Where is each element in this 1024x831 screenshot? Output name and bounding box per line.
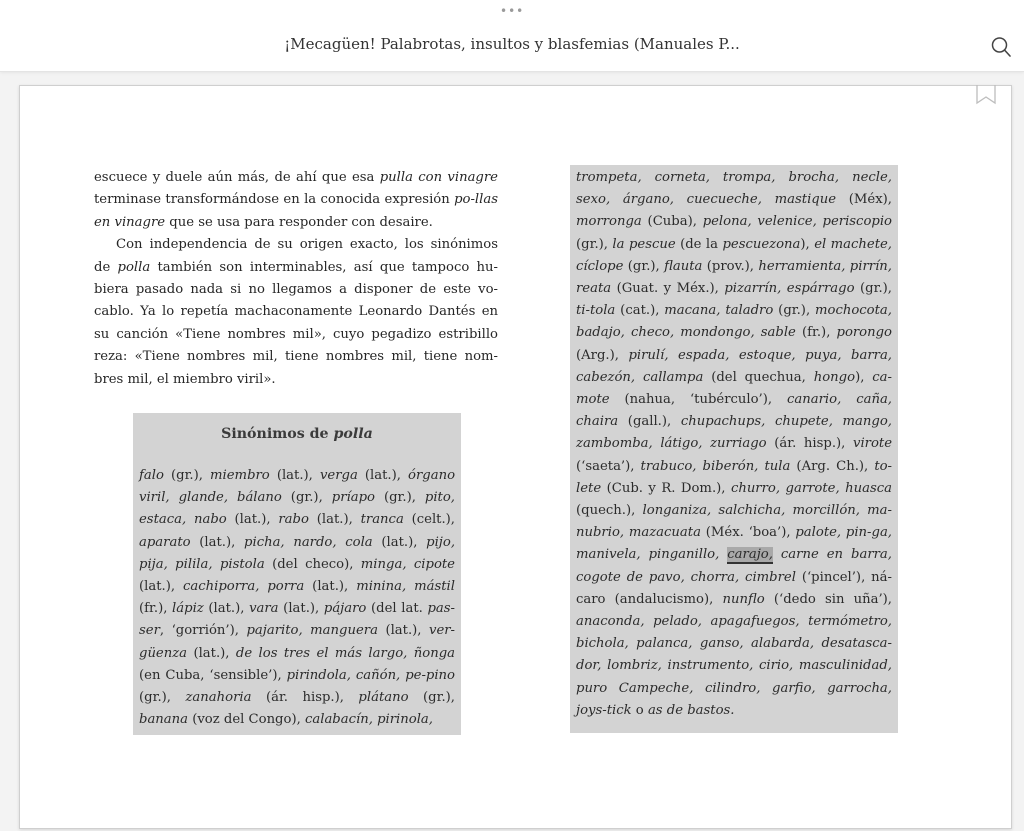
italic-term: hongo: [813, 369, 856, 385]
text-run: Con independencia de su origen exacto, los sinónimos de: [94, 237, 498, 275]
italic-term: po-llas en vinagre: [94, 192, 498, 230]
synonyms-sidebar-box: [133, 413, 461, 735]
italic-term: to-lete: [576, 458, 893, 496]
text-run: (gr.),: [854, 281, 892, 297]
italic-term: ti-tola: [576, 303, 616, 319]
italic-term: pájaro: [323, 601, 367, 617]
italic-term: minga, cipote: [360, 556, 455, 572]
synonyms-list-text: [133, 465, 461, 731]
italic-term: ver-güenza: [139, 623, 456, 661]
italic-term: trompeta, corneta, trompa, brocha, necle, sexo, árgano, cuecueche, mastique: [576, 170, 892, 208]
text-run: (quech.),: [576, 503, 643, 519]
italic-term: zanahoria: [185, 690, 252, 706]
search-icon[interactable]: [990, 36, 1012, 58]
text-run: (prov.),: [702, 258, 759, 274]
italic-term: nunflo: [722, 591, 765, 607]
text-run: (‘pincel’), ná-caro (andalucismo),: [576, 569, 892, 607]
text-run: (lat.),: [308, 512, 361, 528]
italic-term: de los tres el más largo, ñonga: [235, 645, 456, 661]
italic-term: banana: [139, 712, 189, 728]
text-run: (gr.),: [623, 258, 665, 274]
text-run: (nahua, ‘tubérculo’),: [609, 392, 788, 408]
text-run: (‘saeta’),: [576, 458, 641, 474]
italic-term: trabuco, biberón, tula: [640, 458, 791, 474]
text-run: (lat.),: [377, 623, 429, 639]
text-run: (de la: [675, 236, 723, 252]
reader-top-bar: [0, 0, 1024, 72]
italic-term: macana, taladro: [664, 303, 774, 319]
text-run: también son interminables, así que tampoco hu-biera pasado nada si no llegamos a disponer de este vo-cablo. Ya lo repetía machaconamente Leonardo Dantés en su canción «Tiene nombres mil», cuyo pegadizo estribillo reza: «Tiene nombres mil, tiene nombres mil, tiene nom-bres mil, el miembro viril».: [94, 259, 498, 387]
italic-term: picha, nardo, cola: [244, 534, 373, 550]
italic-term: vara: [249, 601, 279, 617]
text-run: (del lat.: [366, 601, 428, 617]
book-title: ¡Mecagüen! Palabrotas, insultos y blasfemias (Manuales P...: [284, 35, 740, 53]
body-text-column: [94, 167, 498, 391]
italic-term: morronga: [576, 214, 642, 230]
italic-term: pirulí, espada, estoque, puya, barra, cabezón, callampa: [576, 347, 892, 385]
text-run: (Cuba),: [641, 214, 703, 230]
italic-term: palote, pin-ga, manivela, pinganillo,: [576, 525, 893, 563]
text-run: ),: [800, 236, 815, 252]
synonyms-continued-box: [570, 165, 898, 733]
italic-term: la pescue: [612, 236, 676, 252]
italic-term: miembro: [210, 468, 270, 483]
text-run: (Arg. Ch.),: [790, 458, 875, 474]
italic-term: pescuezona: [722, 236, 801, 252]
italic-term: pas-ser: [139, 601, 455, 639]
text-run: (lat.),: [304, 579, 357, 595]
text-run: (‘dedo sin uña’),: [764, 591, 892, 607]
italic-term: tranca: [360, 512, 404, 528]
italic-term: polla: [117, 259, 151, 275]
text-run: , ‘gorrión’),: [159, 623, 247, 639]
text-run: (fr.),: [139, 601, 173, 617]
text-run: (Guat. y Méx.),: [611, 281, 725, 297]
text-run: (gr.),: [576, 236, 613, 252]
text-run: (del quechua,: [703, 369, 814, 385]
text-run: (lat.),: [357, 468, 409, 483]
text-run: (en Cuba, ‘sensible’),: [139, 667, 287, 683]
synonyms-box-title: [133, 423, 461, 445]
text-run: (Méx. ‘boa’),: [700, 525, 796, 541]
text-run: (celt.),: [403, 512, 455, 528]
text-run: escuece y duele aún más, de ahí que esa: [94, 170, 380, 185]
italic-term: aparato: [139, 534, 191, 550]
italic-term: pirindola, cañón, pe-pino: [286, 667, 455, 683]
text-run: (voz del Congo),: [188, 712, 305, 728]
text-run: (ár. hisp.),: [251, 690, 359, 706]
italic-term: chupachups, chupete, mango, zambomba, látigo, zurriago: [576, 414, 892, 452]
italic-term: calabacín, pirinola,: [304, 712, 433, 728]
paragraph: [94, 234, 498, 391]
text-run: (cat.),: [615, 303, 665, 319]
text-run: (fr.),: [795, 325, 837, 341]
italic-term: mochocota, badajo, checo, mondongo, sable: [576, 303, 892, 341]
text-run: (del checo),: [264, 556, 361, 572]
text-run: (gr.),: [139, 690, 186, 706]
italic-term: as de bastos.: [647, 702, 735, 718]
menu-dots-handle[interactable]: •••: [500, 4, 525, 18]
text-run: (lat.),: [226, 512, 279, 528]
italic-term: ca-mote: [576, 369, 893, 408]
text-run: (lat.),: [269, 468, 320, 483]
italic-term: plátano: [358, 690, 409, 706]
text-run: (lat.),: [372, 534, 427, 550]
text-run: (gr.),: [163, 468, 211, 483]
italic-term: cachiporra, porra: [183, 579, 305, 595]
italic-term: pijo, pija, pilila, pistola: [139, 534, 456, 572]
italic-term: carne en barra, cogote de pavo, chorra, cimbrel: [576, 547, 892, 585]
italic-term: pulla con vinagre: [379, 170, 498, 185]
text-run: (lat.),: [278, 601, 324, 617]
italic-term: porongo: [836, 325, 892, 341]
text-run: (Méx),: [836, 192, 892, 208]
text-run: que se usa para responder con desaire.: [165, 214, 433, 230]
italic-term: minina, mástil: [356, 579, 455, 595]
italic-term: pajarito, manguera: [246, 623, 378, 639]
text-run: (lat.),: [139, 579, 184, 595]
italic-term: longaniza, salchicha, morcillón, ma-nubrio, mazacuata: [576, 503, 893, 541]
text-run: (Arg.),: [576, 347, 629, 363]
text-run: (gr.),: [374, 490, 425, 506]
italic-term: herramienta, pirrín, reata: [576, 258, 892, 297]
italic-term: príapo: [331, 490, 375, 506]
italic-term: anaconda, pelado, apagafuegos, termómetro, bichola, palanca, ganso, alabarda, desatasca-dor, lombriz, instrumento, cirio, masculinidad, puro Campeche, cilindro, garfio, garrocha, joys-tick: [576, 614, 892, 718]
text-run: (Cub. y R. Dom.),: [601, 480, 731, 496]
text-run: (gall.),: [618, 414, 681, 430]
text-run: (lat.),: [187, 645, 236, 661]
text-run: (gr.),: [281, 490, 332, 506]
italic-term: el machete, cíclope: [576, 236, 892, 274]
text-run: (lat.),: [190, 534, 245, 550]
italic-term: pelona, velenice, periscopio: [702, 214, 892, 230]
text-run: terminase transformándose en la conocida expresión: [94, 192, 455, 208]
title-italic-word: polla: [333, 426, 373, 442]
text-run: ),: [855, 369, 873, 385]
italic-term: lápiz: [172, 601, 204, 617]
highlighted-word[interactable]: carajo,: [727, 547, 773, 563]
text-run: (lat.),: [203, 601, 250, 617]
bookmark-icon[interactable]: [975, 85, 997, 105]
italic-term: pito, estaca, nabo: [139, 490, 455, 528]
text-run: (gr.),: [773, 303, 816, 319]
italic-term: pizarrín, espárrago: [724, 281, 855, 297]
italic-term: rabo: [278, 512, 309, 528]
italic-term: falo: [139, 468, 164, 483]
paragraph: [94, 167, 498, 234]
italic-term: churro, garrote, huasca: [730, 480, 892, 496]
italic-term: órgano viril, glande, bálano: [139, 468, 456, 506]
text-run: (gr.),: [408, 690, 456, 706]
italic-term: virote: [853, 436, 893, 452]
italic-term: flauta: [664, 258, 703, 274]
text-run: (ár. hisp.),: [766, 436, 853, 452]
title-prefix: Sinónimos de: [221, 426, 334, 442]
text-run: o: [631, 702, 648, 718]
synonyms-list-text: [576, 167, 892, 722]
italic-term: canario, caña, chaira: [576, 392, 893, 430]
italic-term: verga: [319, 468, 358, 483]
